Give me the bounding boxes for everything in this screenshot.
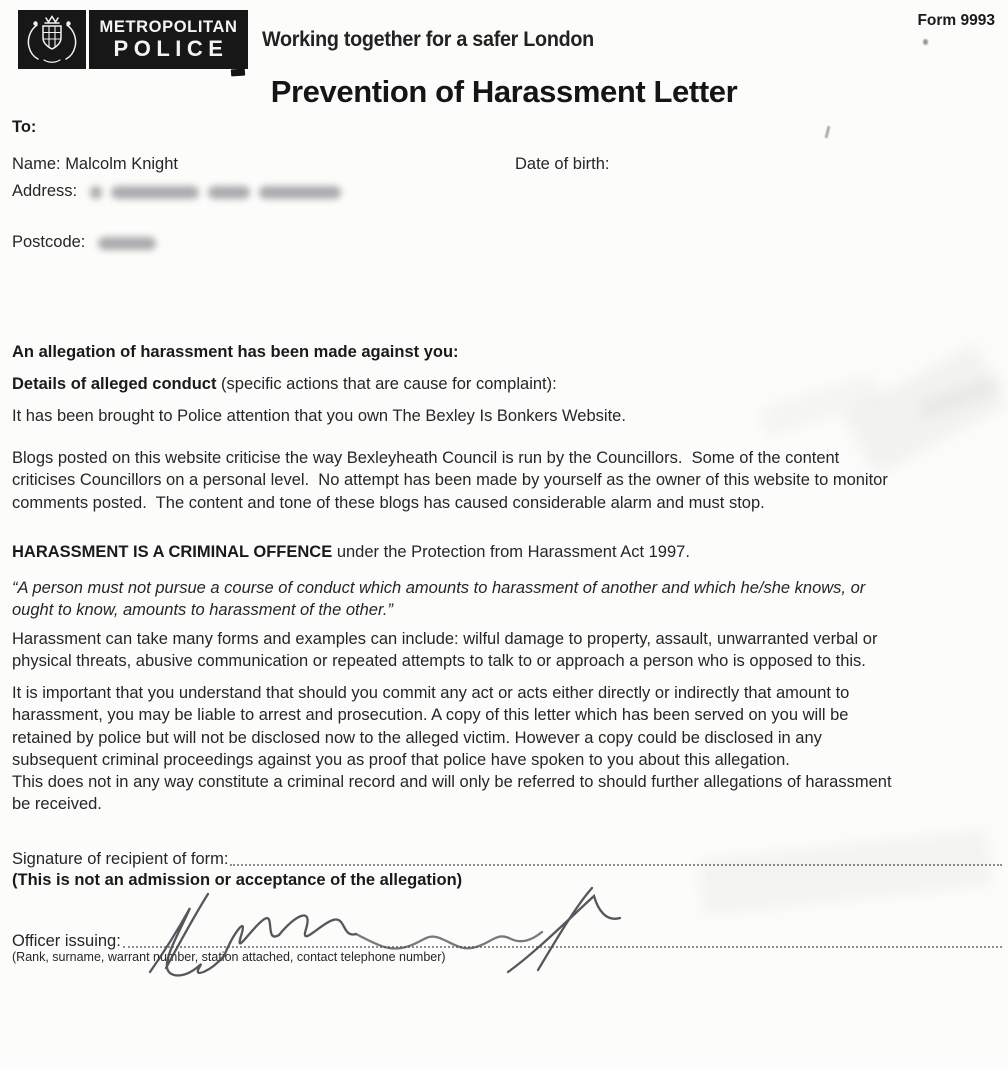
name-row bbox=[12, 153, 178, 175]
recipient-signature-line bbox=[230, 864, 1002, 866]
blogs-paragraph: Blogs posted on this website criticise the way Bexleyheath Council is run by the Councillors. Some of the content criticises Councillors on a personal level. No attempt has been made by yourself as the owner of this website to monitor comments posted. The content and tone of these blogs has caused considerable alarm and must stop. bbox=[12, 449, 888, 512]
officer-hint: (Rank, surname, warrant number, station attached, contact telephone number) bbox=[12, 950, 446, 964]
scan-artifact-tick bbox=[825, 126, 830, 138]
postcode-row bbox=[12, 231, 156, 253]
details-suffix: (specific actions that are cause for complaint): bbox=[216, 375, 557, 393]
officer-issuing-label: Officer issuing: bbox=[12, 932, 121, 950]
signature-disclaimer: (This is not an admission or acceptance of the allegation) bbox=[12, 871, 463, 889]
allegation-heading: An allegation of harassment has been made against you: bbox=[12, 343, 459, 361]
paper-smudge bbox=[758, 372, 881, 438]
details-label: Details of alleged conduct bbox=[12, 375, 217, 393]
dob-label: Date of birth: bbox=[515, 155, 610, 173]
name-value: Malcolm Knight bbox=[65, 155, 178, 173]
scan-artifact-dash bbox=[231, 69, 245, 77]
form-number: Form 9993 bbox=[917, 12, 995, 29]
details-line bbox=[12, 373, 557, 395]
to-label: To: bbox=[12, 118, 37, 136]
logo-metropolitan-text: METROPOLITAN bbox=[99, 18, 238, 36]
paper-smudge bbox=[698, 830, 992, 915]
paper-smudge bbox=[920, 377, 1000, 418]
address-redacted-blur bbox=[90, 186, 341, 202]
scan-artifact-dot bbox=[923, 39, 928, 45]
logo-police-text: POLICE bbox=[113, 36, 229, 61]
met-police-crest-icon bbox=[18, 10, 86, 69]
recipient-signature-row bbox=[12, 848, 1002, 870]
offence-rest: under the Protection from Harassment Act 1997. bbox=[332, 543, 690, 561]
met-police-logo bbox=[89, 10, 248, 69]
offence-bold: HARASSMENT IS A CRIMINAL OFFENCE bbox=[12, 543, 333, 561]
offence-line bbox=[12, 541, 690, 563]
forms-paragraph: Harassment can take many forms and examples can include: wilful damage to property, assault, unwarranted verbal or physical threats, abusive communication or repeated attempts to talk to or approach a person who is opposed to this. bbox=[12, 630, 878, 671]
officer-handwritten-signature bbox=[136, 882, 636, 982]
intro-line: It has been brought to Police attention that you own The Bexley Is Bonkers Website. bbox=[12, 407, 626, 425]
recipient-signature-label: Signature of recipient of form: bbox=[12, 850, 229, 868]
postcode-label: Postcode: bbox=[12, 233, 90, 251]
important-paragraph: It is important that you understand that should you commit any act or acts either directly or indirectly that amount to harassment, you may be liable to arrest and prosecution. A copy of this letter which has been served on you will be retained by police but will not be disclosed now to the alleged victim. However a copy could be disclosed in any subsequent criminal proceedings against you as proof that police have spoken to you about this allegation. This does not in any way constitute a criminal record and will only be referred to should further allegations of harassment be received. bbox=[12, 684, 892, 814]
address-label: Address: bbox=[12, 182, 82, 200]
page-title: Prevention of Harassment Letter bbox=[270, 74, 738, 109]
address-row bbox=[12, 180, 341, 202]
name-label: Name: bbox=[12, 155, 66, 173]
tagline: Working together for a safer London bbox=[262, 28, 594, 51]
postcode-redacted-blur bbox=[98, 237, 156, 253]
statute-quote: “A person must not pursue a course of conduct which amounts to harassment of another and which he/she knows, or ought to know, amounts to harassment of the other.” bbox=[12, 579, 866, 620]
